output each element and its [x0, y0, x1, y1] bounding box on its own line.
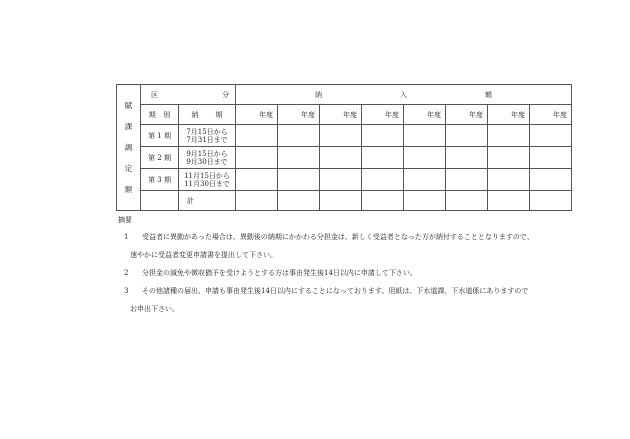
amount-cell [320, 147, 362, 169]
period-start: 7月15日から [186, 127, 228, 136]
amount-cell [488, 125, 530, 147]
side-label-char: 額 [124, 184, 133, 194]
amount-cell [404, 191, 446, 211]
nouki-char: 納 [191, 110, 199, 119]
note-number: 1 [124, 233, 129, 241]
amount-cell [278, 169, 320, 191]
amount-cell [446, 169, 488, 191]
kibetsu-header [141, 105, 179, 125]
amount-cell [320, 169, 362, 191]
assessment-table [116, 84, 572, 211]
nounyu-char: 額 [485, 90, 492, 99]
note-line: 速やかに受益者変更申請書を提出して下さい。 [130, 251, 277, 259]
amount-cell [404, 125, 446, 147]
total-label: 計 [179, 191, 236, 211]
period-start: 11月15日から [184, 171, 230, 180]
amount-cell [362, 191, 404, 211]
nouki-header [179, 105, 236, 125]
row-label: 第 3 期 [141, 169, 179, 191]
note-line: その他諸種の届出、申請も事由発生後14日以内にすることになっております。用紙は、下水道課、下水道係にありますので [142, 287, 529, 295]
amount-cell [488, 191, 530, 211]
amount-cell [362, 169, 404, 191]
amount-cell [446, 191, 488, 211]
kibetsu-char: 期 [148, 110, 156, 119]
year-header: 年度 [530, 105, 572, 125]
note-item [118, 269, 534, 277]
year-header: 年度 [446, 105, 488, 125]
year-header: 年度 [320, 105, 362, 125]
amount-cell [404, 147, 446, 169]
table-row [117, 125, 572, 147]
row-period [179, 169, 236, 191]
amount-cell [530, 191, 572, 211]
table-row [117, 169, 572, 191]
amount-cell [236, 191, 278, 211]
row-label: 第 2 期 [141, 147, 179, 169]
side-label-char: 賦 [124, 100, 133, 110]
amount-cell [236, 125, 278, 147]
side-label-char: 課 [124, 121, 133, 131]
note-item [118, 233, 534, 259]
notes-section [118, 216, 534, 323]
kubun-char: 区 [151, 90, 158, 99]
nouki-char: 期 [215, 110, 223, 119]
year-header: 年度 [236, 105, 278, 125]
notes-title: 摘要 [118, 216, 132, 224]
period-end: 11月30日まで [184, 179, 230, 188]
table-row [117, 147, 572, 169]
note-item [118, 287, 534, 313]
note-number: 2 [124, 269, 129, 277]
side-label-char: 調 [124, 142, 133, 152]
amount-cell [404, 169, 446, 191]
row-period [179, 147, 236, 169]
note-line: 受益者に異動があった場合は、異動後の納期にかかわる分担金は、新しく受益者となった方が納付することとなりますので、 [142, 233, 534, 241]
total-label-cell [141, 191, 179, 211]
amount-cell [530, 169, 572, 191]
amount-cell [236, 169, 278, 191]
row-label: 第 1 期 [141, 125, 179, 147]
amount-cell [362, 147, 404, 169]
period-end: 9月30日まで [186, 157, 228, 166]
amount-cell [320, 191, 362, 211]
side-label-cell [117, 85, 141, 211]
amount-cell [488, 169, 530, 191]
amount-cell [446, 147, 488, 169]
amount-cell [530, 147, 572, 169]
note-line: 分担金の減免や徴収猶予を受けようとする方は事由発生後14日以内に申請して下さい。 [142, 269, 417, 277]
amount-cell [362, 125, 404, 147]
row-period [179, 125, 236, 147]
amount-cell [278, 125, 320, 147]
nounyu-char: 入 [400, 90, 407, 99]
nounyu-gaku-header [236, 85, 572, 105]
nounyu-char: 納 [315, 90, 322, 99]
amount-cell [488, 147, 530, 169]
amount-cell [278, 147, 320, 169]
year-header: 年度 [488, 105, 530, 125]
amount-cell [530, 125, 572, 147]
amount-cell [278, 191, 320, 211]
note-number: 3 [124, 287, 129, 295]
kubun-char: 分 [222, 90, 229, 99]
period-start: 9月15日から [186, 149, 228, 158]
year-header: 年度 [362, 105, 404, 125]
period-end: 7月31日まで [186, 135, 228, 144]
side-label-char: 定 [124, 163, 133, 173]
year-header: 年度 [404, 105, 446, 125]
amount-cell [236, 147, 278, 169]
kibetsu-char: 別 [163, 110, 171, 119]
total-row [117, 191, 572, 211]
kubun-header [141, 85, 236, 105]
note-line: お申出下さい。 [130, 305, 179, 313]
amount-cell [446, 125, 488, 147]
year-header: 年度 [278, 105, 320, 125]
amount-cell [320, 125, 362, 147]
